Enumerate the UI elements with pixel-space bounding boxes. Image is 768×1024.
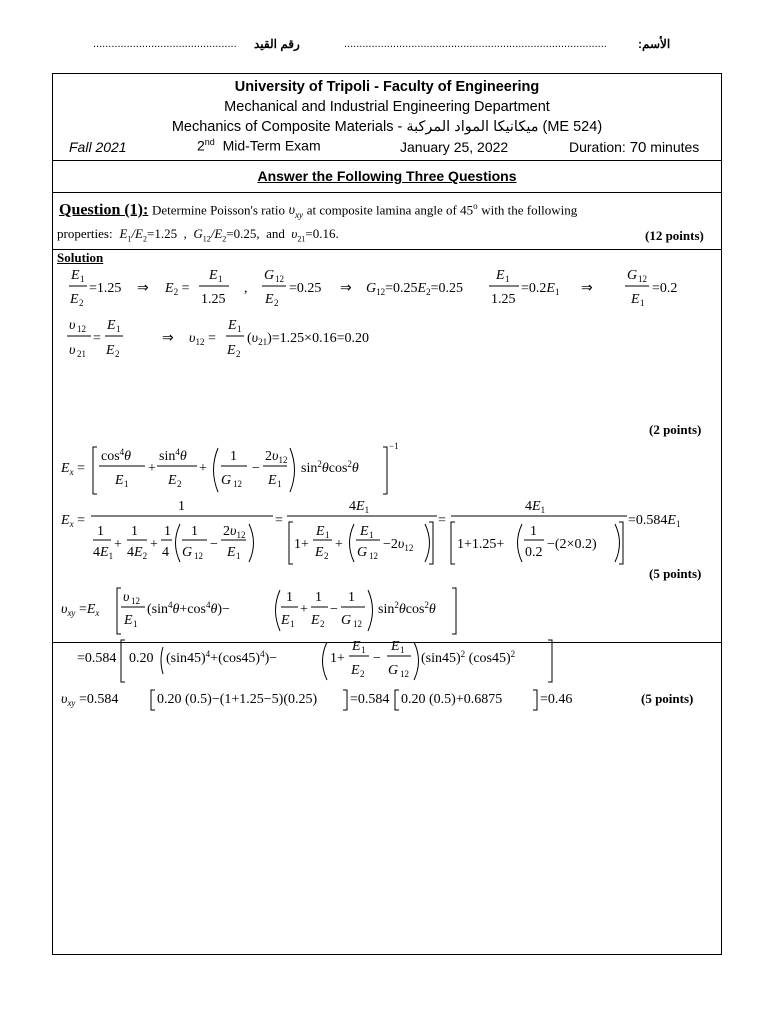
svg-text:E: E: [631, 292, 640, 307]
svg-text:1: 1: [178, 499, 185, 514]
svg-text:G: G: [264, 268, 275, 283]
svg-text:−: −: [252, 461, 260, 476]
svg-text:=0.2E1: $=0.2E_1$: [521, 281, 560, 297]
svg-text:1: 1: [237, 324, 242, 334]
svg-text:υ: υ: [69, 343, 76, 358]
question-points: (12 points): [645, 228, 704, 243]
svg-text:E: E: [360, 524, 369, 539]
svg-text:1: 1: [116, 324, 121, 334]
svg-text:12: 12: [353, 619, 362, 629]
svg-text:12: 12: [131, 596, 140, 606]
solution-label: Solution: [57, 250, 104, 265]
svg-text:+: +: [335, 537, 343, 552]
svg-text:G12=0.25E2=0.25: $G_{12}=0.25E_2=0.25$: [366, 281, 463, 297]
svg-text:υ12 =: $\upsilon_{12}$ =: [189, 331, 216, 347]
eq-nu12: [67, 318, 369, 359]
svg-text:cos4θ: $\cos^4\theta$: [101, 447, 132, 464]
course-name-ar: ميكانيكا المواد المركبة: [406, 119, 539, 135]
svg-text:+: +: [114, 537, 122, 552]
svg-text:1: 1: [131, 524, 138, 539]
svg-text:Ex =: $E_x$ =: [61, 513, 85, 529]
svg-text:sin4θ: $\sin^4\theta$: [159, 447, 187, 464]
svg-text:E: E: [268, 473, 277, 488]
duration-value: 70: [629, 139, 647, 156]
svg-text:1.25: 1.25: [491, 292, 516, 307]
exam-date: January 25, 2022: [400, 139, 509, 155]
svg-text:2: 2: [115, 349, 120, 359]
svg-text:4E1: $4E_1$: [349, 499, 370, 515]
svg-text:1+1.25+: 1+1.25+: [457, 537, 505, 552]
eq-ratio-E1-E2: [69, 268, 677, 308]
duration-unit: minutes: [650, 139, 700, 155]
svg-text:E: E: [265, 292, 274, 307]
svg-text:G: G: [627, 268, 638, 283]
svg-text:⇒: ⇒: [340, 281, 352, 296]
exam-duration: [569, 139, 699, 156]
question-line-2: [57, 226, 339, 244]
svg-text:(sin45)4+(cos45)4)−: $(\sin 45)^4+(\cos 45)^4)-$: [166, 649, 278, 666]
svg-text:E: E: [106, 343, 115, 358]
points-label-3: (5 points): [641, 691, 694, 706]
svg-text:E: E: [115, 473, 124, 488]
exam-frame: [52, 73, 722, 955]
svg-text:1: 1: [400, 645, 405, 655]
svg-text:2: 2: [177, 479, 182, 489]
svg-text:1: 1: [325, 530, 330, 540]
svg-text:sin2θcos2θ: $\sin^2\theta\cos^2\theta$: [378, 600, 436, 617]
svg-text:12: 12: [638, 274, 647, 284]
svg-text:+: +: [148, 461, 156, 476]
department-title: Mechanical and Industrial Engineering Department: [224, 99, 550, 115]
eq-Ex-computed: [60, 499, 680, 564]
svg-text:12: 12: [77, 324, 86, 334]
svg-text:E: E: [209, 268, 218, 283]
svg-text:1: 1: [286, 590, 293, 605]
svg-text:υ: υ: [123, 590, 130, 605]
svg-text:+: +: [150, 537, 158, 552]
svg-text:=: =: [275, 513, 283, 528]
svg-text:0.20 (0.5)+0.6875: 0.20 (0.5)+0.6875: [401, 692, 503, 707]
svg-text:(υ21)=1.25×0.16=0.20: $(\upsilon_{21})=1.25\times 0.16=0.20$: [247, 331, 369, 347]
eq-Ex-general: [60, 441, 399, 494]
svg-text:12: 12: [400, 669, 409, 679]
svg-text:1: 1: [277, 479, 282, 489]
question-text-1: Determine Poisson's ratio: [151, 202, 285, 218]
svg-text:⇒: ⇒: [581, 281, 593, 296]
svg-text:E: E: [71, 268, 80, 283]
svg-text:12: 12: [194, 551, 203, 561]
divider-question: [53, 249, 721, 250]
svg-text:E: E: [107, 318, 116, 333]
eq-nuxy-general: [61, 588, 456, 634]
svg-text:υ: υ: [69, 318, 76, 333]
svg-text:E: E: [124, 613, 133, 628]
svg-text:E: E: [311, 613, 320, 628]
svg-text:E: E: [315, 545, 324, 560]
svg-text:G: G: [182, 545, 193, 560]
question-text-4: properties:: [57, 226, 113, 241]
svg-text:E: E: [352, 639, 361, 654]
divider-instructions: [53, 192, 721, 193]
svg-text:=0.584: =0.584: [77, 651, 117, 666]
svg-text:+: +: [199, 461, 207, 476]
svg-text:1: 1: [361, 645, 366, 655]
svg-text:1: 1: [236, 551, 241, 561]
svg-text:2υ12: $2\upsilon_{12}$: [223, 524, 246, 540]
eq-nuxy-substituted: [77, 639, 552, 682]
svg-text:2: 2: [274, 298, 279, 308]
nu-xy-symbol: $\upsilon_{xy}$: [288, 203, 304, 221]
svg-text:=0.584E1: $=0.584E_1$: [628, 513, 681, 529]
svg-text:2υ12: $2\upsilon_{12}$: [265, 449, 288, 465]
eq-nuxy-final: [61, 690, 572, 710]
svg-text:E: E: [351, 663, 360, 678]
svg-text:E: E: [227, 343, 236, 358]
svg-text:1+: 1+: [294, 537, 309, 552]
svg-text:21: 21: [77, 349, 86, 359]
svg-text:1: 1: [133, 619, 138, 629]
svg-text:⇒: ⇒: [162, 331, 174, 346]
svg-text:G: G: [221, 473, 232, 488]
svg-text:1: 1: [164, 524, 171, 539]
svg-text:4E2: $4E_2$: [127, 545, 148, 561]
svg-text:1: 1: [369, 530, 374, 540]
svg-text:4E1: $4E_1$: [525, 499, 546, 515]
svg-text:=: =: [438, 513, 446, 528]
svg-text:12: 12: [233, 479, 242, 489]
svg-text:E: E: [281, 613, 290, 628]
svg-text:2: 2: [360, 669, 365, 679]
svg-text:⇒: ⇒: [137, 281, 149, 296]
svg-text:2: 2: [324, 551, 329, 561]
svg-text:E: E: [227, 545, 236, 560]
svg-text:E: E: [168, 473, 177, 488]
svg-text:−1: −1: [389, 441, 399, 451]
solution-equations: [53, 262, 721, 742]
svg-text:1: 1: [218, 274, 223, 284]
svg-text:,: ,: [244, 281, 248, 296]
svg-text:G: G: [357, 545, 368, 560]
name-field-dots: ......................................................................................: [344, 38, 607, 50]
points-label-1: (2 points): [649, 422, 702, 437]
svg-text:υxy =Ex: $\upsilon_{xy} =E_x$: [61, 602, 100, 618]
svg-text:1+: 1+: [330, 651, 345, 666]
university-title: University of Tripoli - Faculty of Engineering: [234, 79, 540, 95]
instructions: Answer the Following Three Questions: [257, 168, 517, 184]
svg-text:E: E: [228, 318, 237, 333]
divider-header: [53, 160, 721, 161]
svg-text:1: 1: [505, 274, 510, 284]
course-title: [53, 119, 721, 135]
question-line-1: [59, 201, 577, 220]
svg-text:1: 1: [191, 524, 198, 539]
svg-text:12: 12: [275, 274, 284, 284]
exam-number: 2: [197, 137, 205, 154]
svg-text:=0.46: =0.46: [540, 692, 573, 707]
svg-text:=0.584: =0.584: [350, 692, 390, 707]
svg-text:G: G: [341, 613, 352, 628]
question-properties: $E_1/E_2=1.25$ , $G_{12}/E_2=0.25$, and $\upsilon_{21}=0.16$.: [116, 226, 339, 244]
svg-text:1: 1: [348, 590, 355, 605]
svg-text:1: 1: [640, 298, 645, 308]
points-label-2: (5 points): [649, 566, 702, 581]
svg-text:1: 1: [80, 274, 85, 284]
duration-label: Duration:: [569, 139, 626, 155]
svg-text:1: 1: [315, 590, 322, 605]
exam-number-suffix: nd: [204, 137, 215, 147]
svg-text:=0.2: =0.2: [652, 281, 678, 296]
svg-text:−: −: [373, 651, 381, 666]
exam-name: [197, 137, 321, 154]
divider-solution-end: [53, 642, 721, 643]
svg-text:E: E: [391, 639, 400, 654]
question-text-2: at composite lamina angle of 45: [306, 202, 474, 218]
svg-text:=1.25: =1.25: [89, 281, 122, 296]
svg-text:1: 1: [97, 524, 104, 539]
svg-text:1: 1: [290, 619, 295, 629]
svg-text:1: 1: [124, 479, 129, 489]
svg-text:−(2×0.2): −(2×0.2): [547, 537, 597, 552]
svg-text:1.25: 1.25: [201, 292, 226, 307]
name-field-label: الأسم:: [638, 37, 671, 51]
svg-text:0.20 (0.5)−(1+1.25−5)(0.25): 0.20 (0.5)−(1+1.25−5)(0.25): [157, 692, 318, 707]
svg-text:E2 =: $E_2$ =: [165, 281, 190, 297]
svg-text:Ex =: $E_x$ =: [61, 461, 85, 477]
term-label: Fall 2021: [69, 139, 127, 155]
svg-text:=0.25: =0.25: [289, 281, 322, 296]
svg-text:−2υ12: $-2\upsilon_{12}$: [383, 537, 414, 553]
svg-text:2: 2: [79, 298, 84, 308]
svg-text:2: 2: [320, 619, 325, 629]
svg-text:4: 4: [162, 545, 169, 560]
svg-text:E: E: [316, 524, 325, 539]
svg-text:=: =: [93, 331, 101, 346]
svg-text:(sin45)2 (cos45)2: $(\sin 45)^2$ $(\cos 45)^2$: [421, 649, 516, 666]
question-text-3: with the following: [481, 202, 578, 218]
Ex-result: 0.584: [635, 513, 668, 528]
svg-text:0.2: 0.2: [525, 545, 543, 560]
svg-text:−: −: [330, 602, 338, 617]
course-code: (ME 524): [542, 119, 603, 135]
svg-text:(sin4θ+cos4θ)−: $(\sin^4\theta+\cos^4\theta)-$: [147, 600, 230, 617]
svg-text:G: G: [388, 663, 399, 678]
svg-text:4E1: $4E_1$: [93, 545, 114, 561]
svg-text:1: 1: [230, 449, 237, 464]
svg-text:+: +: [300, 602, 308, 617]
svg-text:12: 12: [369, 551, 378, 561]
degree-symbol: o: [473, 201, 478, 211]
svg-text:2: 2: [236, 349, 241, 359]
id-field-dots: ...............................................: [93, 38, 237, 50]
svg-text:E: E: [496, 268, 505, 283]
nuxy-result: 0.46: [547, 692, 573, 707]
svg-text:sin2θcos2θ: $\sin^2\theta\cos^2\theta$: [301, 459, 359, 476]
svg-text:E: E: [70, 292, 79, 307]
question-label: Question (1):: [59, 201, 149, 219]
svg-text:−: −: [210, 537, 218, 552]
svg-text:1: 1: [530, 524, 537, 539]
svg-text:0.20: 0.20: [129, 651, 154, 666]
exam-name-text: Mid-Term Exam: [222, 137, 321, 154]
svg-text:υxy =0.584: $\upsilon_{xy} =0.584$: [61, 692, 119, 708]
id-field-label: رقم القيد: [254, 37, 300, 51]
course-name-en: Mechanics of Composite Materials -: [171, 119, 407, 135]
